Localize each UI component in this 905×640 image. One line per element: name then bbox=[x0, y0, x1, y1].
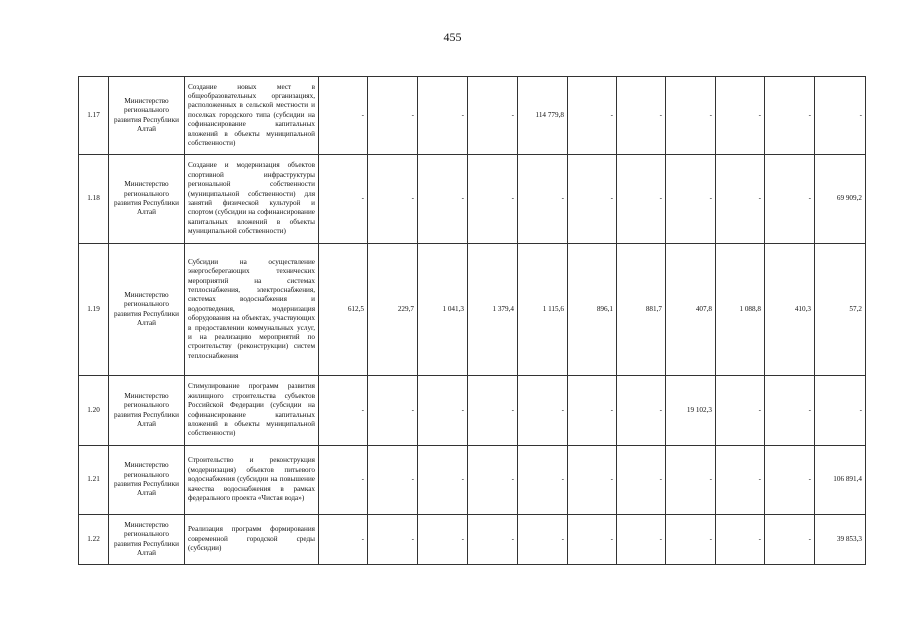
measure-description: Строительство и реконструкция (модернизация) объектов питьевого водоснабжения (субсидии на повышение качества водоснабжения в рамках федерального проекта «Чистая вода») bbox=[185, 446, 319, 515]
funding-value-cell: - bbox=[468, 446, 518, 515]
funding-value-cell: - bbox=[418, 376, 468, 446]
funding-value-cell: - bbox=[468, 77, 518, 155]
funding-value-cell: - bbox=[617, 446, 666, 515]
funding-value-cell: - bbox=[319, 155, 368, 244]
funding-value-cell: 57,2 bbox=[815, 244, 866, 376]
funding-value-cell: - bbox=[568, 77, 617, 155]
funding-value-cell: - bbox=[716, 446, 765, 515]
funding-value-cell: - bbox=[716, 77, 765, 155]
funding-value-cell: - bbox=[468, 515, 518, 565]
responsible-organization: Министерство регионального развития Республики Алтай bbox=[109, 376, 185, 446]
funding-value-cell: - bbox=[617, 77, 666, 155]
funding-value-cell: 881,7 bbox=[617, 244, 666, 376]
funding-value-cell: - bbox=[518, 515, 568, 565]
funding-value-cell: 19 102,3 bbox=[666, 376, 716, 446]
funding-value-cell: 407,8 bbox=[666, 244, 716, 376]
measure-description: Субсидии на осуществление энергосберегающих технических мероприятий на системах теплоснабжения, электроснабжения, системах водоснабжения и водоотведения, модернизация оборудования на объектах, участвующих в предоставлении коммунальных услуг, и на реализацию мероприятий по строительству (реконструкции) систем теплоснабжения bbox=[185, 244, 319, 376]
responsible-organization: Министерство регионального развития Республики Алтай bbox=[109, 155, 185, 244]
funding-value-cell: - bbox=[815, 77, 866, 155]
measure-description: Реализация программ формирования современной городской среды (субсидии) bbox=[185, 515, 319, 565]
row-number: 1.18 bbox=[79, 155, 109, 244]
funding-value-cell: - bbox=[568, 446, 617, 515]
funding-value-cell: 1 041,3 bbox=[418, 244, 468, 376]
funding-value-cell: - bbox=[368, 446, 418, 515]
funding-value-cell: - bbox=[418, 77, 468, 155]
row-number: 1.20 bbox=[79, 376, 109, 446]
funding-value-cell: - bbox=[518, 155, 568, 244]
funding-value-cell: - bbox=[765, 376, 815, 446]
measure-description: Создание и модернизация объектов спортивной инфраструктуры региональной собственности (муниципальной собственности) для занятий физической культурой и спортом (субсидии на софинансирование капитальных вложений в объекты муниципальной собственности) bbox=[185, 155, 319, 244]
funding-value-cell: - bbox=[666, 446, 716, 515]
funding-value-cell: - bbox=[468, 376, 518, 446]
funding-value-cell: - bbox=[716, 515, 765, 565]
funding-value-cell: - bbox=[765, 155, 815, 244]
funding-value-cell: - bbox=[319, 376, 368, 446]
funding-value-cell: - bbox=[666, 155, 716, 244]
funding-value-cell: - bbox=[716, 155, 765, 244]
responsible-organization: Министерство регионального развития Республики Алтай bbox=[109, 446, 185, 515]
funding-value-cell: - bbox=[568, 155, 617, 244]
measure-description: Стимулирование программ развития жилищного строительства субъектов Российской Федерации (субсидии на софинансирование капитальных вложений в объекты муниципальной собственности) bbox=[185, 376, 319, 446]
funding-value-cell: - bbox=[815, 376, 866, 446]
funding-value-cell: - bbox=[617, 515, 666, 565]
funding-value-cell: 896,1 bbox=[568, 244, 617, 376]
table-row bbox=[79, 376, 866, 446]
funding-value-cell: - bbox=[368, 376, 418, 446]
funding-value-cell: 1 115,6 bbox=[518, 244, 568, 376]
funding-value-cell: - bbox=[319, 446, 368, 515]
funding-value-cell: - bbox=[666, 515, 716, 565]
table-row bbox=[79, 155, 866, 244]
funding-value-cell: - bbox=[518, 446, 568, 515]
funding-value-cell: 1 379,4 bbox=[468, 244, 518, 376]
funding-value-cell: - bbox=[617, 155, 666, 244]
funding-value-cell: - bbox=[368, 77, 418, 155]
row-number: 1.22 bbox=[79, 515, 109, 565]
responsible-organization: Министерство регионального развития Республики Алтай bbox=[109, 77, 185, 155]
funding-value-cell: 410,3 bbox=[765, 244, 815, 376]
row-number: 1.21 bbox=[79, 446, 109, 515]
table-row bbox=[79, 446, 866, 515]
funding-value-cell: - bbox=[418, 515, 468, 565]
page-number: 455 bbox=[443, 30, 462, 44]
funding-value-cell: 1 088,8 bbox=[716, 244, 765, 376]
funding-value-cell: - bbox=[418, 155, 468, 244]
funding-value-cell: - bbox=[518, 376, 568, 446]
funding-value-cell: - bbox=[716, 376, 765, 446]
table-row bbox=[79, 244, 866, 376]
responsible-organization: Министерство регионального развития Республики Алтай bbox=[109, 515, 185, 565]
funding-value-cell: - bbox=[418, 446, 468, 515]
funding-value-cell: - bbox=[765, 446, 815, 515]
funding-value-cell: 114 779,8 bbox=[518, 77, 568, 155]
funding-value-cell: 106 891,4 bbox=[815, 446, 866, 515]
funding-value-cell: - bbox=[468, 155, 518, 244]
row-number: 1.19 bbox=[79, 244, 109, 376]
funding-value-cell: - bbox=[319, 77, 368, 155]
funding-value-cell: 69 909,2 bbox=[815, 155, 866, 244]
funding-value-cell: 612,5 bbox=[319, 244, 368, 376]
funding-value-cell: - bbox=[368, 155, 418, 244]
funding-value-cell: - bbox=[617, 376, 666, 446]
budget-table bbox=[78, 76, 866, 565]
funding-value-cell: 39 853,3 bbox=[815, 515, 866, 565]
funding-value-cell: - bbox=[568, 515, 617, 565]
responsible-organization: Министерство регионального развития Республики Алтай bbox=[109, 244, 185, 376]
funding-value-cell: - bbox=[368, 515, 418, 565]
row-number: 1.17 bbox=[79, 77, 109, 155]
funding-value-cell: - bbox=[319, 515, 368, 565]
funding-value-cell: - bbox=[765, 77, 815, 155]
funding-value-cell: - bbox=[765, 515, 815, 565]
funding-value-cell: - bbox=[666, 77, 716, 155]
measure-description: Создание новых мест в общеобразовательных организациях, расположенных в сельской местности и поселках городского типа (субсидии на софинансирование капитальных вложений в объекты муниципальной собственности) bbox=[185, 77, 319, 155]
funding-value-cell: 229,7 bbox=[368, 244, 418, 376]
funding-value-cell: - bbox=[568, 376, 617, 446]
table-row bbox=[79, 77, 866, 155]
table-row bbox=[79, 515, 866, 565]
